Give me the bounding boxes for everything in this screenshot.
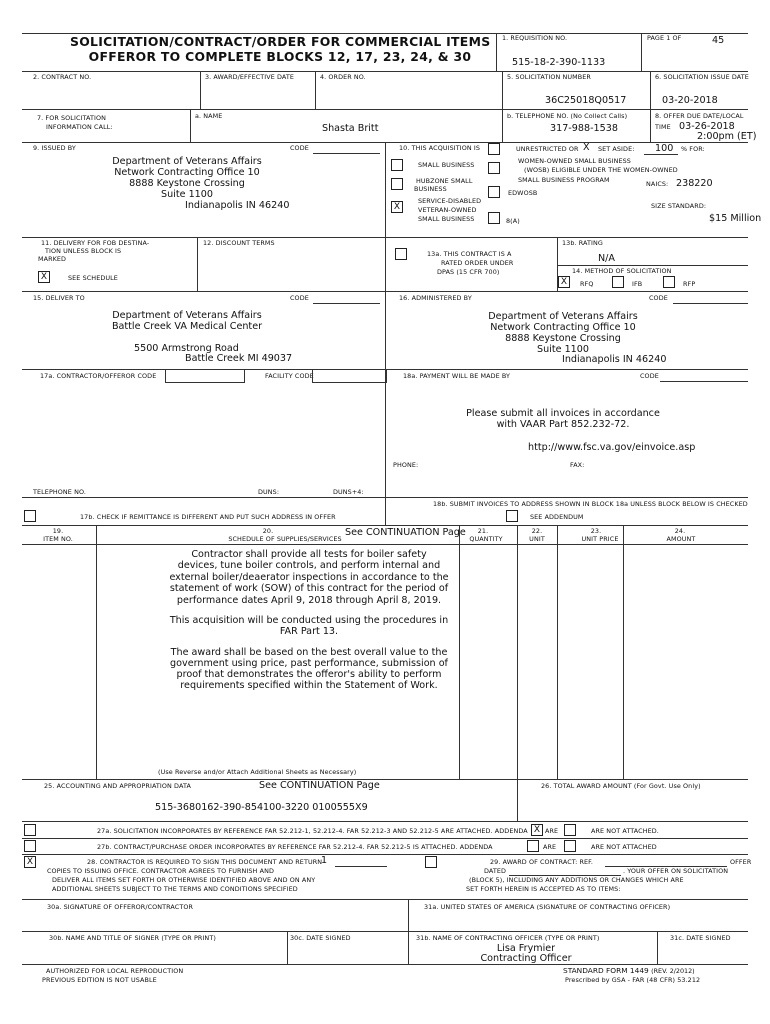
- administered-by-line-4: Suite 1100: [537, 344, 589, 355]
- offer-due-time: 2:00pm (ET): [697, 131, 757, 142]
- rfp-checkbox[interactable]: [663, 276, 675, 288]
- ifb-label: IFB: [632, 280, 643, 288]
- co-date-label: 31c. DATE SIGNED: [670, 934, 731, 942]
- col-amount-label: AMOUNT: [666, 535, 696, 543]
- block27b-not-label: ARE NOT ATTACHED: [591, 843, 657, 851]
- block29-checkbox[interactable]: [425, 856, 437, 868]
- fob-label-2: TION UNLESS BLOCK IS: [45, 247, 122, 255]
- set-aside-mark: X: [583, 142, 590, 153]
- offeror-signature-label: 30a. SIGNATURE OF OFFEROR/CONTRACTOR: [47, 903, 194, 911]
- desc-p1-line3: external boiler/deaerator inspections in accordance to the: [169, 572, 449, 583]
- col-item-no-label: ITEM NO.: [43, 535, 73, 543]
- addenda-not-attached-label: ARE NOT ATTACHED.: [591, 827, 659, 835]
- footer-form-name: STANDARD FORM 1449: [563, 966, 649, 975]
- hubzone-label-1: HUBZONE SMALL: [416, 177, 473, 185]
- block27b-checkbox[interactable]: [24, 840, 36, 852]
- deliver-to-line-2: Battle Creek VA Medical Center: [111, 321, 263, 332]
- rfq-mark: X: [560, 277, 568, 287]
- administered-by-city: Indianapolis IN 46240: [562, 354, 667, 365]
- col-quantity-label: QUANTITY: [469, 535, 503, 543]
- addenda-are-checkbox[interactable]: [531, 824, 543, 836]
- desc-p3-line2: government using price, past performance, submission of: [170, 658, 448, 669]
- wosb-label-2: (WOSB) ELIGIBLE UNDER THE WOMEN-OWNED: [524, 166, 678, 174]
- remittance-label: 17b. CHECK IF REMITTANCE IS DIFFERENT AND PUT SUCH ADDRESS IN OFFER: [80, 513, 336, 521]
- block29-line4: SET FORTH HEREIN IS ACCEPTED AS TO ITEMS:: [466, 885, 621, 893]
- set-aside-percent: 100: [655, 143, 674, 154]
- desc-p1-line4: statement of work (SOW) of this contract for the period of: [169, 583, 449, 594]
- footer-prescribed: Prescribed by GSA - FAR (48 CFR) 53.212: [565, 976, 701, 984]
- co-name-label: 31b. NAME OF CONTRACTING OFFICER (TYPE OR PRINT): [416, 934, 600, 942]
- offeror-date-label: 30c. DATE SIGNED: [290, 934, 351, 942]
- col-schedule-label: SCHEDULE OF SUPPLIES/SERVICES: [228, 535, 342, 543]
- block29-your-offer: . YOUR OFFER ON SOLICITATION: [623, 867, 729, 875]
- addenda-are-label: ARE: [545, 827, 559, 835]
- co-signature-label: 31a. UNITED STATES OF AMERICA (SIGNATURE OF CONTRACTING OFFICER): [424, 903, 671, 911]
- block28-line2: DELIVER ALL ITEMS SET FORTH OR OTHERWISE IDENTIFIED ABOVE AND ON ANY: [52, 876, 316, 884]
- desc-p3-line4: requirements specified within the Statement of Work.: [180, 680, 438, 691]
- award-date-label: 3. AWARD/EFFECTIVE DATE: [205, 73, 295, 81]
- block28-line1b: COPIES TO ISSUING OFFICE. CONTRACTOR AGREES TO FURNISH AND: [47, 867, 274, 875]
- see-schedule-label: SEE SCHEDULE: [68, 274, 118, 282]
- contact-phone: 317-988-1538: [550, 123, 618, 134]
- accounting-value: 515-3680162-390-854100-3220 0100555X9: [155, 802, 368, 813]
- rating-value: N/A: [598, 253, 615, 264]
- block29-dated: DATED: [484, 867, 507, 875]
- contractor-code-field[interactable]: [165, 369, 245, 383]
- contract-no-label: 2. CONTRACT NO.: [33, 73, 92, 81]
- invoice-instruction-1: Please submit all invoices in accordance: [466, 408, 660, 419]
- block29-line1: 29. AWARD OF CONTRACT: REF.: [490, 858, 594, 866]
- block27a-label: 27a. SOLICITATION INCORPORATES BY REFERENCE FAR 52.212-1, 52.212-4. FAR 52.212-3 AND 52.212-5 ARE ATTACHED. ADDENDA: [97, 827, 528, 835]
- order-no-label: 4. ORDER NO.: [320, 73, 366, 81]
- block29-line3: (BLOCK 5), INCLUDING ANY ADDITIONS OR CHANGES WHICH ARE: [469, 876, 684, 884]
- solicitation-no: 36C25018Q0517: [545, 95, 627, 106]
- rfq-checkbox[interactable]: [558, 276, 570, 288]
- hubzone-label-2: BUSINESS: [414, 185, 447, 193]
- desc-p1-line2: devices, tune boiler controls, and perform internal and: [177, 560, 441, 571]
- footer-form-rev: (REV. 2/2012): [651, 967, 695, 975]
- payment-fax-label: FAX:: [570, 461, 585, 469]
- col-schedule-num: 20.: [262, 527, 274, 535]
- edwosb-checkbox[interactable]: [488, 186, 500, 198]
- edwosb-label: EDWOSB: [508, 189, 538, 197]
- discount-terms-label: 12. DISCOUNT TERMS: [203, 239, 275, 247]
- desc-p2-line1: This acquisition will be conducted using the procedures in: [169, 615, 449, 626]
- contact-name-label: a. NAME: [195, 112, 223, 120]
- rfq-label: RFQ: [580, 280, 594, 288]
- offer-due-label: 8. OFFER DUE DATE/LOCAL: [655, 112, 744, 120]
- small-business-label: SMALL BUSINESS: [418, 161, 475, 169]
- hubzone-checkbox[interactable]: [391, 178, 403, 190]
- addenda-are-mark: X: [533, 825, 541, 835]
- deliver-to-label: 15. DELIVER TO: [33, 294, 85, 302]
- co-title: Contracting Officer: [480, 953, 572, 964]
- naics-label: NAICS:: [646, 180, 669, 188]
- col-unit-price-label: UNIT PRICE: [581, 535, 619, 543]
- size-standard-value: $15 Million: [709, 213, 762, 224]
- block27a-checkbox[interactable]: [24, 824, 36, 836]
- contractor-label: 17a. CONTRACTOR/OFFEROR CODE: [40, 372, 157, 380]
- schedule-continuation: See CONTINUATION Page: [345, 527, 466, 538]
- footer-left-2: PREVIOUS EDITION IS NOT USABLE: [42, 976, 157, 984]
- desc-p1-line1: Contractor shall provide all tests for boiler safety: [191, 549, 427, 560]
- einvoice-url[interactable]: http://www.fsc.va.gov/einvoice.asp: [528, 442, 696, 453]
- solicitation-no-label: 5. SOLICITATION NUMBER: [507, 73, 591, 81]
- issue-date-label: 6. SOLICITATION ISSUE DATE: [655, 73, 749, 81]
- form-title-line1: SOLICITATION/CONTRACT/ORDER FOR COMMERCIAL ITEMS: [70, 34, 491, 49]
- col-unit-label: UNIT: [529, 535, 545, 543]
- administered-by-code-label: CODE: [649, 294, 668, 302]
- naics-value: 238220: [676, 178, 713, 189]
- block28-line1: 28. CONTRACTOR IS REQUIRED TO SIGN THIS DOCUMENT AND RETURN: [87, 858, 323, 866]
- fob-checkbox[interactable]: [38, 271, 50, 283]
- accounting-continuation: See CONTINUATION Page: [259, 780, 380, 791]
- block27b-are-checkbox[interactable]: [527, 840, 539, 852]
- deliver-to-code-label: CODE: [290, 294, 309, 302]
- administered-by-line-2: Network Contracting Office 10: [490, 322, 636, 333]
- signer-name-label: 30b. NAME AND TITLE OF SIGNER (TYPE OR PRINT): [49, 934, 216, 942]
- unrestricted-checkbox[interactable]: [488, 143, 500, 155]
- block28-checkbox[interactable]: [24, 856, 36, 868]
- col-amount-num: 24.: [674, 527, 686, 535]
- wosb-label-3: SMALL BUSINESS PROGRAM: [518, 176, 610, 184]
- submit-invoices-label: 18b. SUBMIT INVOICES TO ADDRESS SHOWN IN BLOCK 18a UNLESS BLOCK BELOW IS CHECKED: [433, 500, 748, 508]
- duns-label: DUNS:: [258, 488, 280, 496]
- page-total: 45: [712, 35, 725, 46]
- col-quantity-num: 21.: [477, 527, 489, 535]
- dpas-label-2: RATED ORDER UNDER: [441, 259, 514, 267]
- ifb-checkbox[interactable]: [612, 276, 624, 288]
- footer-left-1: AUTHORIZED FOR LOCAL REPRODUCTION: [46, 967, 184, 975]
- issued-by-line-1: Department of Veterans Affairs: [112, 156, 262, 167]
- invoice-instruction-2: with VAAR Part 852.232-72.: [496, 419, 630, 430]
- size-standard-label: SIZE STANDARD:: [651, 202, 707, 210]
- contractor-phone-label: TELEPHONE NO.: [33, 488, 86, 496]
- administered-by-label: 16. ADMINISTERED BY: [399, 294, 472, 302]
- block27b-not-checkbox[interactable]: [564, 840, 576, 852]
- administered-by-line-1: Department of Veterans Affairs: [488, 311, 638, 322]
- sdvosb-label-3: SMALL BUSINESS: [418, 215, 475, 223]
- desc-p2-line2: FAR Part 13.: [279, 626, 339, 637]
- sdvosb-mark: X: [393, 202, 401, 212]
- payment-by-label: 18a. PAYMENT WILL BE MADE BY: [403, 372, 511, 380]
- block28-copies: 1: [321, 855, 328, 866]
- accounting-label: 25. ACCOUNTING AND APPROPRIATION DATA: [44, 782, 191, 790]
- addenda-not-attached-checkbox[interactable]: [564, 824, 576, 836]
- eight-a-label: 8(A): [506, 217, 520, 225]
- block28-mark: X: [26, 857, 34, 867]
- issued-by-code-label: CODE: [290, 144, 309, 152]
- col-item-no-num: 19.: [52, 527, 64, 535]
- co-name: Lisa Frymier: [496, 943, 556, 954]
- rating-label: 13b. RATING: [562, 239, 603, 247]
- contact-phone-label: b. TELEPHONE NO. (No Collect Calls): [507, 112, 628, 120]
- rfp-label: RFP: [683, 280, 696, 288]
- block27b-are-label: ARE: [543, 843, 557, 851]
- requisition-no-label: 1. REQUISITION NO.: [502, 34, 568, 42]
- solicitation-method-label: 14. METHOD OF SOLICITATION: [572, 267, 672, 275]
- issued-by-city: Indianapolis IN 46240: [185, 200, 290, 211]
- facility-code-field[interactable]: [312, 369, 387, 383]
- sdvosb-label-2: VETERAN-OWNED: [418, 206, 477, 214]
- offer-due-time-label: TIME: [655, 123, 671, 131]
- for-info-label-1: 7. FOR SOLICITATION: [37, 114, 106, 122]
- block29-offer: OFFER: [730, 858, 752, 866]
- deliver-to-street: 5500 Armstrong Road: [134, 343, 239, 354]
- form-title-line2: OFFEROR TO COMPLETE BLOCKS 12, 17, 23, 24, & 30: [88, 49, 472, 64]
- percent-for-label: % FOR:: [681, 145, 705, 153]
- issued-by-label: 9. ISSUED BY: [33, 144, 76, 152]
- fob-mark: X: [40, 272, 48, 282]
- payment-phone-label: PHONE:: [393, 461, 419, 469]
- block27b-label: 27b. CONTRACT/PURCHASE ORDER INCORPORATES BY REFERENCE FAR 52.212-4. FAR 52.212-5 IS ATTACHED. ADDENDA: [97, 843, 493, 851]
- administered-by-line-3: 8888 Keystone Crossing: [505, 333, 621, 344]
- issued-by-line-2: Network Contracting Office 10: [114, 167, 260, 178]
- desc-p3-line3: proof that demonstrates the offeror's ability to perform: [176, 669, 442, 680]
- issue-date: 03-20-2018: [662, 95, 718, 106]
- wosb-checkbox[interactable]: [488, 162, 500, 174]
- dpas-checkbox[interactable]: [395, 248, 407, 260]
- sdvosb-checkbox[interactable]: [391, 201, 403, 213]
- page-label: PAGE 1 OF: [647, 34, 682, 42]
- col-unit-num: 22.: [531, 527, 543, 535]
- col-unit-price-num: 23.: [590, 527, 602, 535]
- deliver-to-line-1: Department of Veterans Affairs: [112, 310, 262, 321]
- block28-line3: ADDITIONAL SHEETS SUBJECT TO THE TERMS AND CONDITIONS SPECIFIED: [52, 885, 298, 893]
- contact-name: Shasta Britt: [322, 123, 379, 134]
- deliver-to-city: Battle Creek MI 49037: [185, 353, 293, 364]
- dpas-label-1: 13a. THIS CONTRACT IS A: [427, 250, 512, 258]
- sdvosb-label-1: SERVICE-DISABLED: [418, 197, 482, 205]
- fob-label-3: MARKED: [38, 255, 67, 263]
- wosb-label-1: WOMEN-OWNED SMALL BUSINESS: [518, 157, 631, 165]
- facility-code-label: FACILITY CODE: [265, 372, 314, 380]
- desc-p3-line1: The award shall be based on the best overall value to the: [170, 647, 448, 658]
- issued-by-line-3: 8888 Keystone Crossing: [129, 178, 245, 189]
- desc-p1-line5: performance dates April 9, 2018 through April 8, 2019.: [176, 595, 442, 606]
- see-addendum-checkbox[interactable]: [506, 510, 518, 522]
- for-info-label-2: INFORMATION CALL:: [46, 123, 113, 131]
- duns4-label: DUNS+4:: [333, 488, 364, 496]
- acquisition-label: 10. THIS ACQUISITION IS: [399, 144, 481, 152]
- issued-by-line-4: Suite 1100: [161, 189, 213, 200]
- payment-code-label: CODE: [640, 372, 659, 380]
- see-addendum-label: SEE ADDENDUM: [530, 513, 584, 521]
- remittance-checkbox[interactable]: [24, 510, 36, 522]
- fob-label-1: 11. DELIVERY FOR FOB DESTINA-: [41, 239, 150, 247]
- total-award-label: 26. TOTAL AWARD AMOUNT (For Govt. Use Only): [541, 782, 701, 790]
- unrestricted-label: UNRESTRICTED OR: [516, 145, 579, 153]
- eight-a-checkbox[interactable]: [488, 212, 500, 224]
- requisition-no: 515-18-2-390-1133: [512, 57, 606, 68]
- dpas-label-3: DPAS (15 CFR 700): [437, 268, 500, 276]
- offer-due-date: 03-26-2018: [679, 121, 735, 132]
- small-business-checkbox[interactable]: [391, 159, 403, 171]
- set-aside-label: SET ASIDE:: [598, 145, 635, 153]
- reverse-note: (Use Reverse and/or Attach Additional Sheets as Necessary): [158, 768, 357, 776]
